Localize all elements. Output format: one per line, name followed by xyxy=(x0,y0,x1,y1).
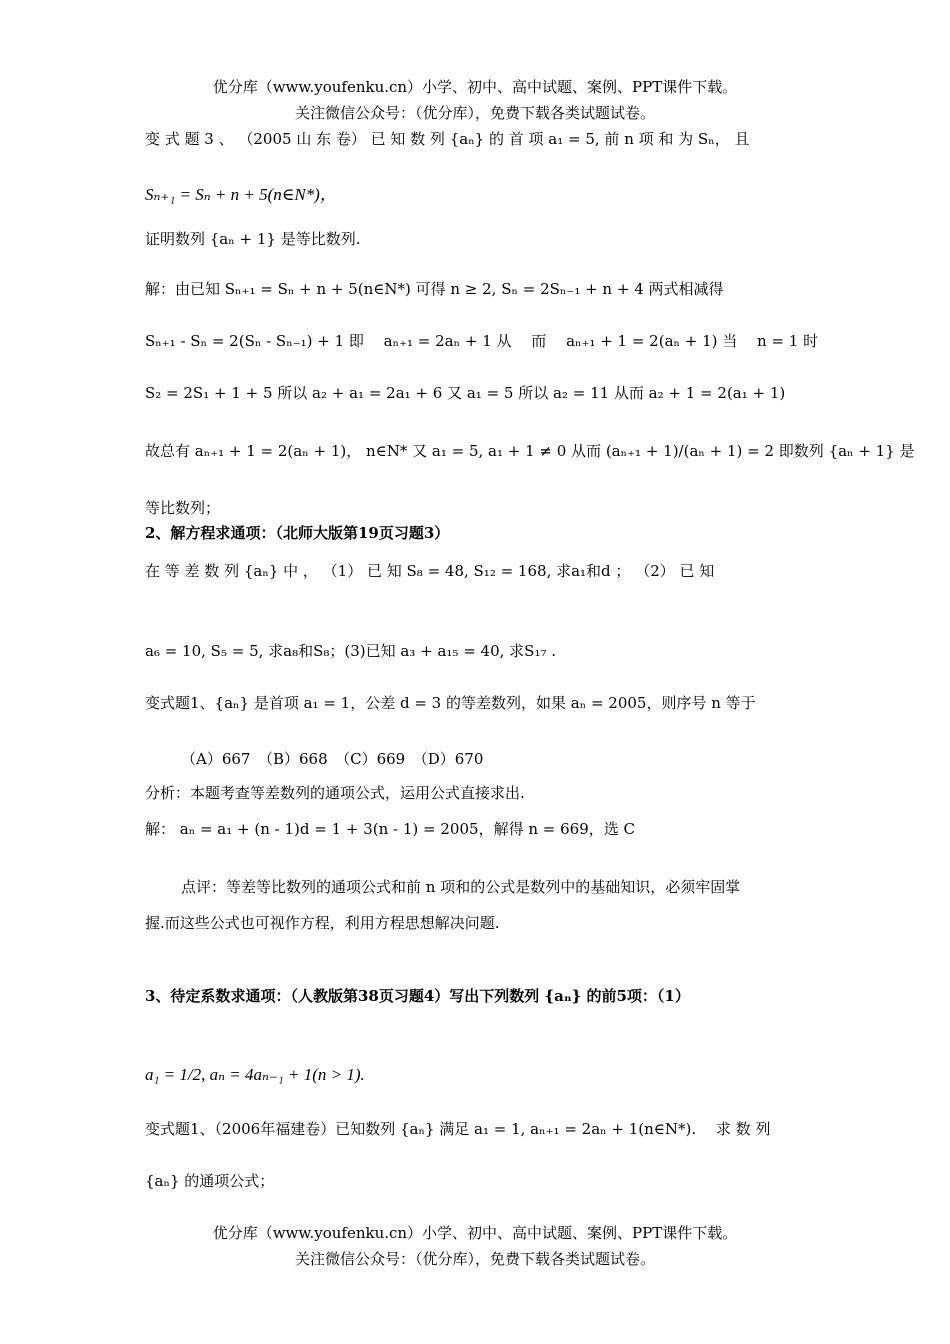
header-line-2: 关注微信公众号：（优分库），免费下载各类试题试卷。 xyxy=(294,104,655,122)
prove-statement: 证明数列 {aₙ + 1} 是等比数列. xyxy=(145,230,361,248)
analysis-text: 分析：本题考查等差数列的通项公式，运用公式直接求出. xyxy=(145,784,525,802)
solution-line-3: S₂ = 2S₁ + 1 + 5 所以 a₂ + a₁ = 2a₁ + 6 又 a₁ = 5 所以 a₂ = 11 从而 a₂ + 1 = 2(a₁ + 1) xyxy=(145,384,786,402)
variant-1-solution: 解： aₙ = a₁ + (n - 1)d = 1 + 3(n - 1) = 2005，解得 n = 669，选 C xyxy=(145,820,635,838)
variant-2006-problem: 变式题1、（2006年福建卷）已知数列 {aₙ} 满足 a₁ = 1, aₙ₊₁ = 2aₙ + 1(n∈N*). 求 数 列 xyxy=(145,1120,771,1138)
solution-line-1: 解：由已知 Sₙ₊₁ = Sₙ + n + 5(n∈N*) 可得 n ≥ 2, Sₙ = 2Sₙ₋₁ + n + 4 两式相减得 xyxy=(145,280,724,298)
solution-line-2: Sₙ₊₁ - Sₙ = 2(Sₙ - Sₙ₋₁) + 1 即 aₙ₊₁ = 2aₙ + 1 从 而 aₙ₊₁ + 1 = 2(aₙ + 1) 当 n = 1 时 xyxy=(145,332,819,350)
section-3-formula: a₁ = 1/2, aₙ = 4aₙ₋₁ + 1(n > 1). xyxy=(145,1065,365,1084)
footer-line-1: 优分库（www.youfenku.cn）小学、初中、高中试题、案例、PPT课件下载。 xyxy=(212,1224,738,1242)
recurrence-condition: Sₙ₊₁ = Sₙ + n + 5(n∈N*)， xyxy=(145,185,337,204)
section-2-problem-2: a₆ = 10, S₅ = 5, 求a₈和S₈；(3)已知 a₃ + a₁₅ = 40, 求S₁₇ . xyxy=(145,642,557,660)
variant-1-problem: 变式题1、{aₙ} 是首项 a₁ = 1，公差 d = 3 的等差数列，如果 aₙ = 2005，则序号 n 等于 xyxy=(145,694,756,712)
answer-choices: （A）667 （B）668 （C）669 （D）670 xyxy=(181,750,484,768)
variant-2006-ask: {aₙ} 的通项公式； xyxy=(145,1172,275,1190)
comment-line-2: 握.而这些公式也可视作方程，利用方程思想解决问题. xyxy=(145,914,500,932)
solution-line-4: 故总有 aₙ₊₁ + 1 = 2(aₙ + 1)， n∈N* 又 a₁ = 5, a₁ + 1 ≠ 0 从而 (aₙ₊₁ + 1)/(aₙ + 1) = 2 即数列 {aₙ + 1} 是 xyxy=(145,442,915,460)
comment-line-1: 点评：等差等比数列的通项公式和前 n 项和的公式是数列中的基础知识，必须牢固掌 xyxy=(181,878,741,896)
section-2-problem-1: 在 等 差 数 列 {aₙ} 中 ， （1） 已 知 S₈ = 48, S₁₂ = 168, 求a₁和d ； （2） 已 知 xyxy=(145,562,715,580)
solution-conclusion: 等比数列； xyxy=(145,499,221,517)
variant-3-problem: 变 式 题 3 、 （2005 山 东 卷） 已 知 数 列 {aₙ} 的 首 项 a₁ = 5, 前 n 项 和 为 Sₙ， 且 xyxy=(145,130,750,148)
footer-line-2: 关注微信公众号：（优分库），免费下载各类试题试卷。 xyxy=(294,1250,655,1268)
header-line-1: 优分库（www.youfenku.cn）小学、初中、高中试题、案例、PPT课件下载。 xyxy=(212,78,738,96)
section-2-heading: 2、解方程求通项：（北师大版第19页习题3） xyxy=(145,524,450,542)
section-3-heading: 3、待定系数求通项：（人教版第38页习题4）写出下列数列 {aₙ} 的前5项：（1） xyxy=(145,987,690,1005)
